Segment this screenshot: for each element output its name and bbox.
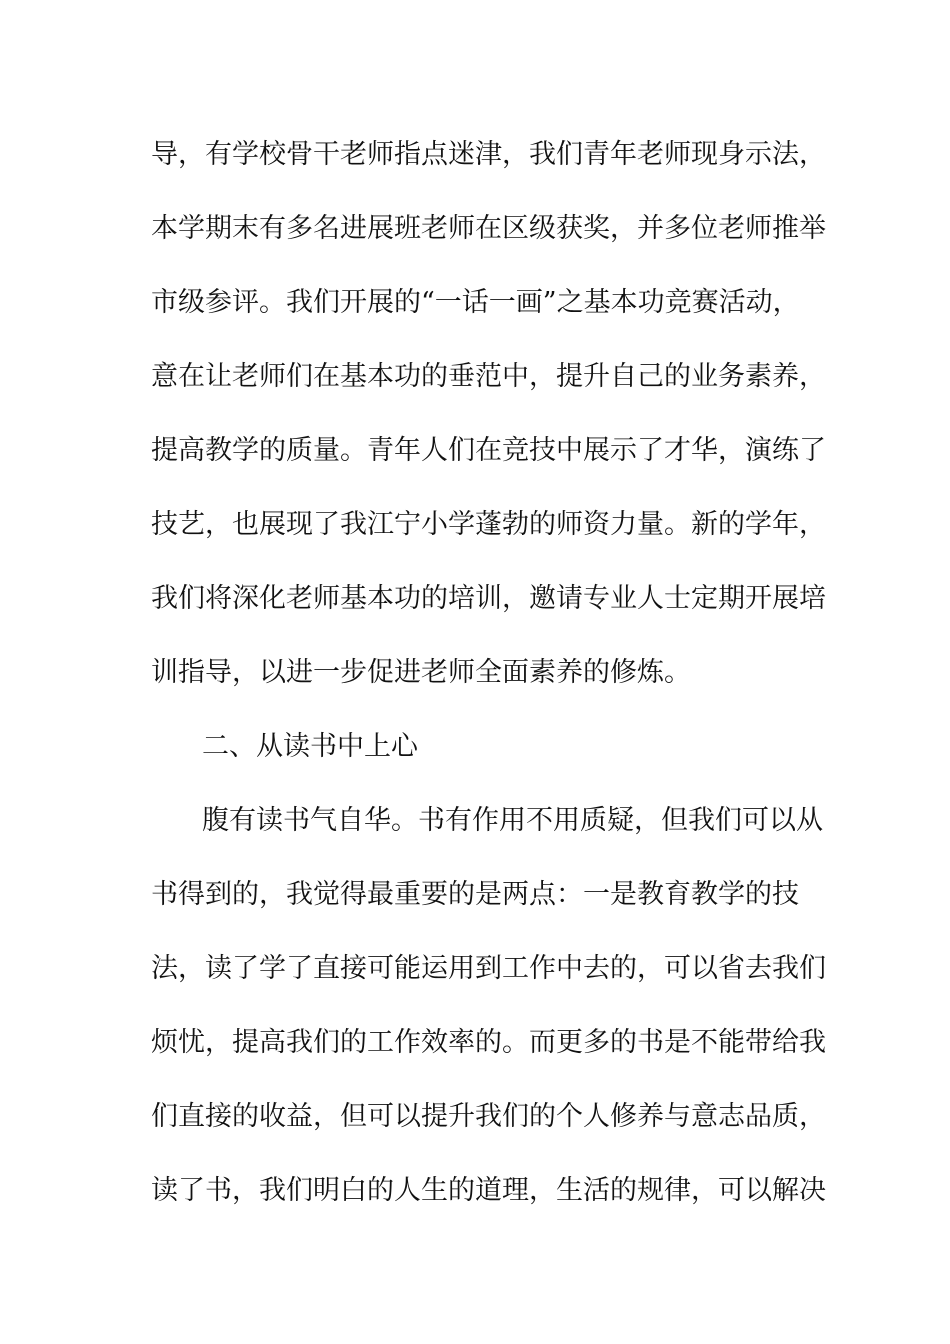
section-heading: 二、从读书中上心 [202, 731, 418, 762]
paragraph-line: 导，有学校骨干老师指点迷津，我们青年老师现身示法， [151, 139, 826, 170]
paragraph-line: 意在让老师们在基本功的垂范中，提升自己的业务素养， [151, 361, 826, 392]
paragraph-line: 们直接的收益，但可以提升我们的个人修养与意志品质， [151, 1101, 826, 1132]
paragraph-line: 市级参评。我们开展的“一话一画”之基本功竞赛活动， [151, 287, 800, 318]
paragraph-line: 提高教学的质量。青年人们在竞技中展示了才华，演练了 [151, 435, 826, 466]
paragraph-line: 读了书，我们明白的人生的道理，生活的规律，可以解决 [151, 1175, 826, 1206]
paragraph-line: 法，读了学了直接可能运用到工作中去的，可以省去我们 [151, 953, 826, 984]
paragraph-line: 书得到的，我觉得最重要的是两点：一是教育教学的技 [151, 879, 799, 910]
paragraph-line: 烦忧，提高我们的工作效率的。而更多的书是不能带给我 [151, 1027, 826, 1058]
paragraph-line: 技艺，也展现了我江宁小学蓬勃的师资力量。新的学年， [151, 509, 826, 540]
paragraph-line: 腹有读书气自华。书有作用不用质疑，但我们可以从 [202, 805, 823, 836]
paragraph-line: 训指导，以进一步促进老师全面素养的修炼。 [151, 657, 691, 688]
paragraph-line: 本学期末有多名进展班老师在区级获奖，并多位老师推举 [151, 213, 826, 244]
paragraph-line: 我们将深化老师基本功的培训，邀请专业人士定期开展培 [151, 583, 826, 614]
